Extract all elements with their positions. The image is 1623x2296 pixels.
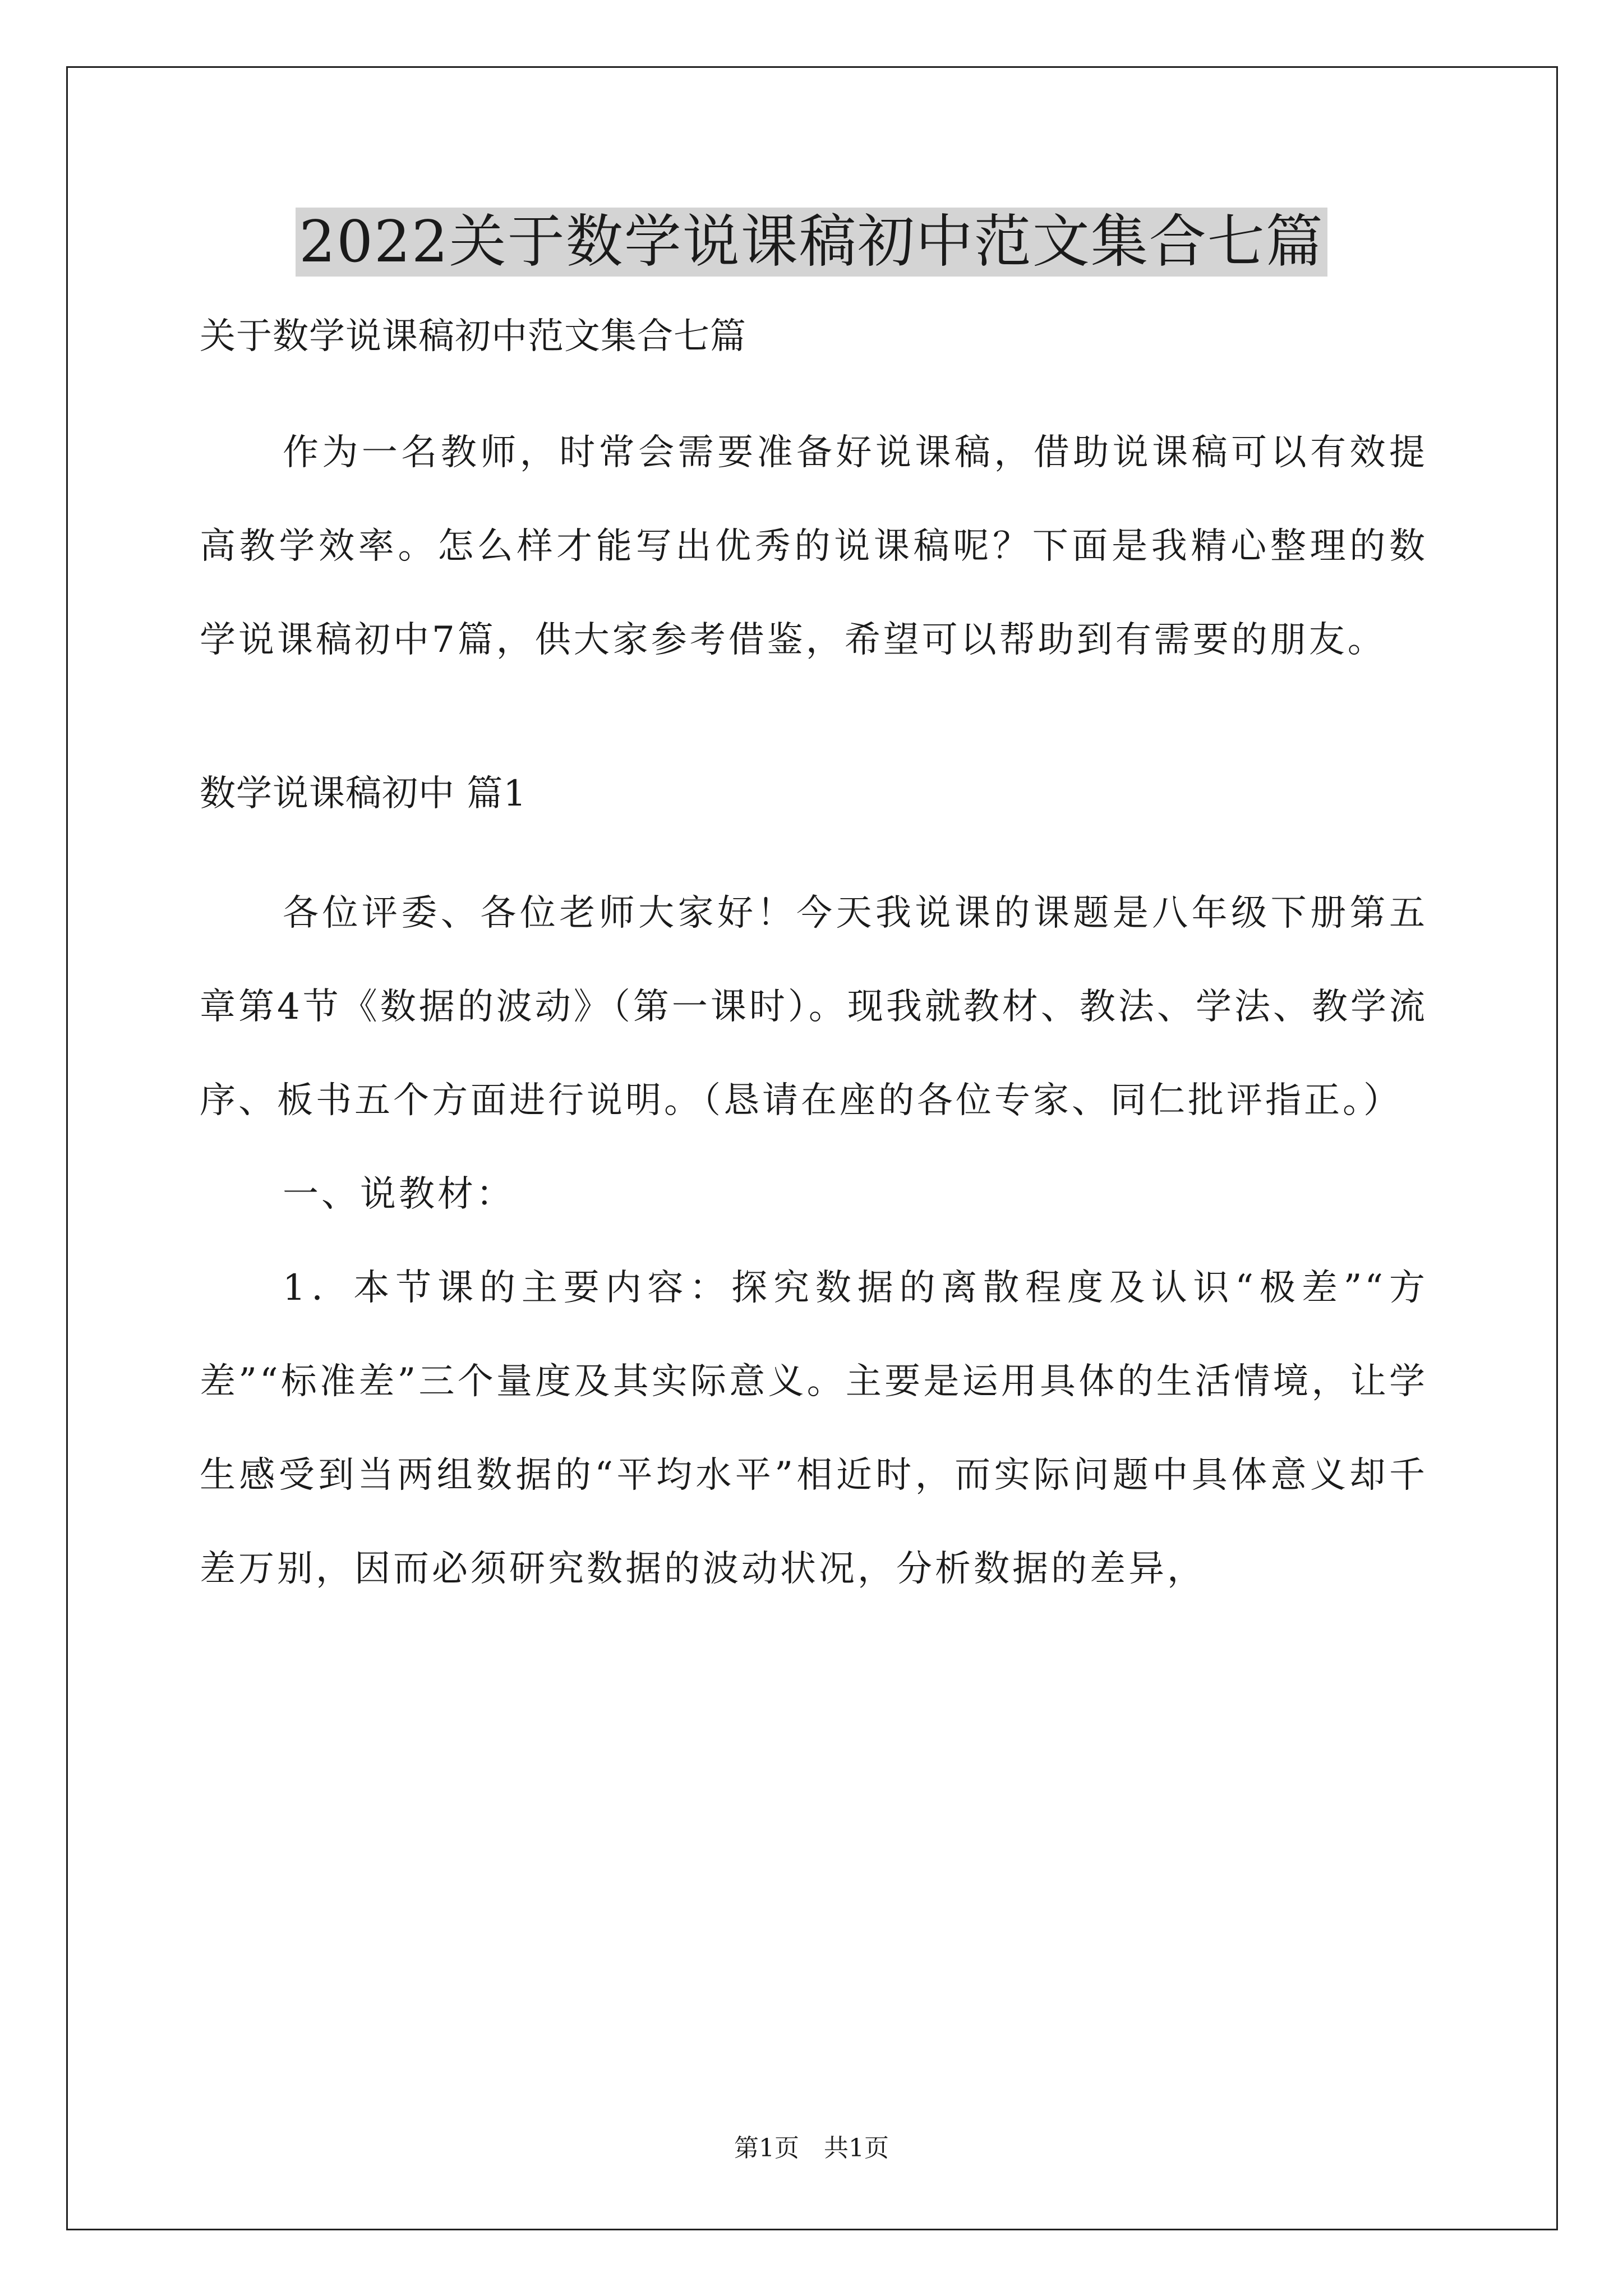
- document-title: [0, 203, 1623, 282]
- page-footer: 第1页 共1页: [734, 2134, 889, 2162]
- body-paragraph: 各位评委、各位老师大家好！今天我说课的课题是八年级下册第五章第4节《数据的波动》（第一课时）。现我就教材、教法、学法、教学流序、板书五个方面进行说明。（恳请在座的各位专家、同仁批评指正。）: [200, 892, 1428, 1121]
- body-paragraph: 1．本节课的主要内容：探究数据的离散程度及认识“极差”“方差”“标准差”三个量度及其实际意义。主要是运用具体的生活情境，让学生感受到当两组数据的“平均水平”相近时，而实际问题中具体意义却千差万别，因而必须研究数据的波动状况，分析数据的差异，: [200, 1267, 1428, 1590]
- document-subtitle: 关于数学说课稿初中范文集合七篇: [200, 316, 746, 357]
- body-paragraph: 一、说教材：: [283, 1174, 515, 1215]
- document-title-text: 2022关于数学说课稿初中范文集合七篇: [296, 208, 1327, 277]
- document-body: [200, 314, 1428, 1616]
- section-heading: 数学说课稿初中 篇1: [200, 773, 527, 815]
- intro-paragraph: 作为一名教师，时常会需要准备好说课稿，借助说课稿可以有效提高教学效率。怎么样才能写出优秀的说课稿呢？下面是我精心整理的数学说课稿初中7篇，供大家参考借鉴，希望可以帮助到有需要的朋友。: [200, 432, 1428, 661]
